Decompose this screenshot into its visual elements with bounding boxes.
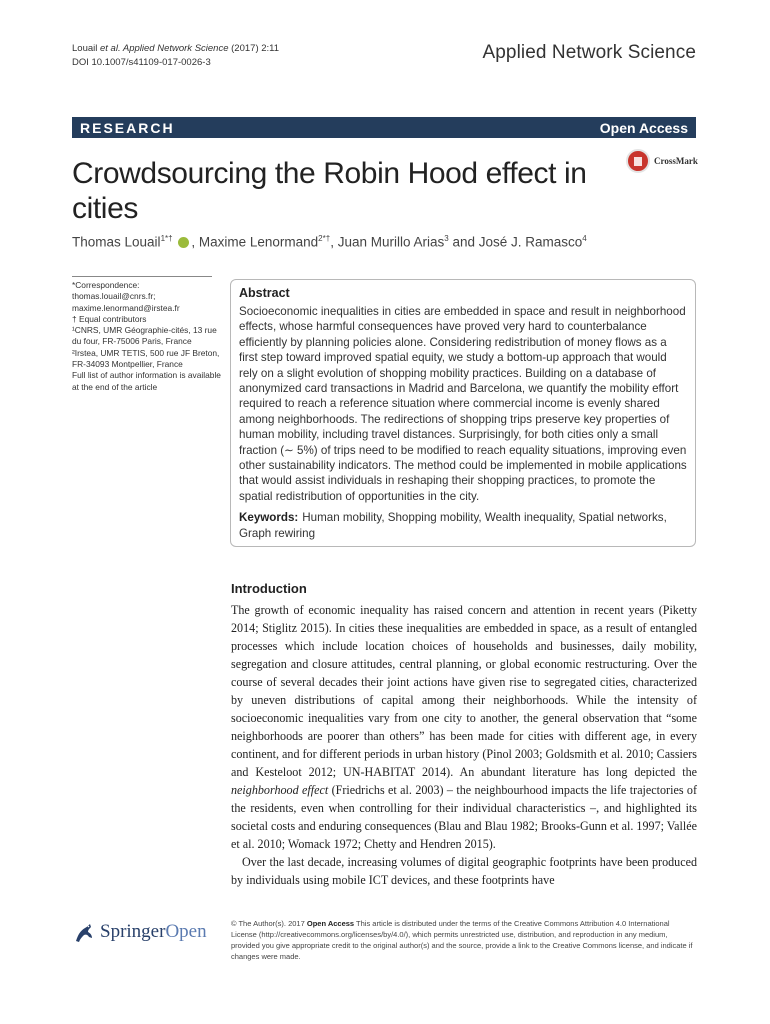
paragraph: Over the last decade, increasing volumes of digital geographic footprints have been produced by individuals using mobile ICT devices, and these footprints have xyxy=(231,855,697,887)
article-title: Crowdsourcing the Robin Hood effect in cities xyxy=(72,157,587,225)
article-type-label: RESEARCH xyxy=(80,120,175,136)
citation-journal: et al. Applied Network Science xyxy=(100,43,229,54)
springer-horse-icon xyxy=(72,921,96,945)
paragraph-text: The growth of economic inequality has raised concern and attention in recent years (Piketty 2014; Stiglitz 2015). In cities these inequalities are embedded in space, as a result of entangled processes which include location choices of households and businesses, daily mobility, segregation and closure attitudes, central planning, or global economic restructuring. Over the course of several decades their joint actions have given rise to segregated cities, characterized by uneven distributions of capital among their neighborhoods. While the intensity of socioeconomic inequalities vary from one city to another, the general observation that “some neighborhoods are poorer than others” has been made for cities with different age, in every continent, and for different periods in urban history (Pinol 2003; Goldsmith et al. 2010; Cassiers and Kesteloot 2012; UN-HABITAT 2014). An abundant literature has long depicted the xyxy=(231,603,697,779)
full-author-info-note: Full list of author information is available at the end of the article xyxy=(72,370,221,392)
equal-contributors-note: † Equal contributors xyxy=(72,313,147,324)
notes-divider xyxy=(72,276,212,277)
author-affiliation-mark: 1*† xyxy=(160,234,173,243)
license-open-access: Open Access xyxy=(306,919,355,928)
author-separator: and xyxy=(448,234,479,250)
keywords-label: Keywords: xyxy=(239,511,299,525)
author-affiliation-mark: 2*† xyxy=(318,234,331,243)
abstract-box xyxy=(230,279,696,547)
journal-name: Applied Network Science xyxy=(482,42,696,63)
author-name[interactable]: Juan Murillo Arias xyxy=(337,234,445,250)
paragraph-text: (Friedrichs et al. 2003) – the neighbourhood impacts the life trajectories of the residents, even when controlling for their individual characteristics –, and highlighted its societal costs and enduring consequences (Blau and Blau 1982; Brooks-Gunn et al. 1997; Vallée et al. 2010; Womack 1972; Chetty and Hendren 2015). xyxy=(231,783,697,851)
author-name[interactable]: José J. Ramasco xyxy=(478,234,583,250)
introduction-body xyxy=(231,601,697,889)
abstract-text: Socioeconomic inequalities in cities are embedded in space and result in neighborhood effects, whose harmful consequences have proved very hard to counterbalance efficiently by planning policies alone. Considering redistribution of money flows as a first step toward improved spatial equity, we study a bottom-up approach that would rely on a slight evolution of shopping mobility practices. Building on a database of anonymized card transactions in Madrid and Barcelona, we quantify the mobility effort required to reach a reference situation where commercial income is evenly shared among neighborhoods. The redirections of shopping trips preserve key properties of human mobility, including travel distances. Surprisingly, for both cities only a small fraction (∼ 5%) of trips need to be modified to reach equality situations, improving even other sustainability indicators. The method could be implemented in mobile applications that would assist individuals in reshaping their shopping practices, to promote the spatial redistribution of opportunities in the city. xyxy=(239,305,687,503)
section-heading-introduction: Introduction xyxy=(231,581,307,596)
keywords xyxy=(239,510,687,541)
author-separator: , xyxy=(191,234,199,250)
abstract-heading: Abstract xyxy=(239,286,290,300)
copyright: © The Author(s). 2017 xyxy=(231,919,307,928)
email-link[interactable]: maxime.lenormand@irstea.fr xyxy=(72,302,180,313)
paragraph xyxy=(231,601,697,853)
email-link[interactable]: thomas.louail@cnrs.fr; xyxy=(72,291,156,302)
springer-open-logo xyxy=(72,919,222,947)
doi-link[interactable]: DOI 10.1007/s41109-017-0026-3 xyxy=(72,57,211,68)
author-name[interactable]: Maxime Lenormand xyxy=(198,234,319,250)
author-separator: , xyxy=(330,234,338,250)
license-text xyxy=(231,918,697,962)
citation-line xyxy=(72,42,279,56)
author-affiliation-mark: 3 xyxy=(444,234,449,243)
emphasis-term: neighborhood effect xyxy=(231,783,329,797)
author-list xyxy=(72,234,587,250)
keywords-list: Human mobility, Shopping mobility, Wealth inequality, Spatial networks, Graph rewiring xyxy=(239,511,667,540)
author-affiliation-mark: 4 xyxy=(582,234,587,243)
open-access-label: Open Access xyxy=(599,120,688,136)
citation-block xyxy=(72,42,279,70)
crossmark-label: CrossMark xyxy=(654,156,698,166)
author-name[interactable]: Thomas Louail xyxy=(72,234,161,250)
affiliation-2: ²Irstea, UMR TETIS, 500 rue JF Breton, FR-34093 Montpellier, France xyxy=(72,347,220,370)
citation-authors: Louail xyxy=(72,43,98,54)
crossmark-icon xyxy=(626,149,650,173)
license-body: This article is distributed under the terms of the Creative Commons Attribution 4.0 International License (http://creativecommons.org/licenses/by/4.0/), which permits unrestricted use, distribution, and reproduction in any medium, provided you give appropriate credit to the original author(s) and the source, provide a link to the Creative Commons license, and indicate if changes were made. xyxy=(231,919,693,961)
correspondence-label: *Correspondence: xyxy=(72,280,140,290)
citation-year: (2017) 2:11 xyxy=(231,43,280,54)
orcid-icon[interactable] xyxy=(178,237,189,248)
crossmark-button[interactable] xyxy=(626,148,706,178)
springer-open-wordmark xyxy=(100,921,207,943)
author-notes xyxy=(72,280,222,393)
springer-word: Springer xyxy=(100,921,166,942)
affiliation-1: ¹CNRS, UMR Géographie-cités, 13 rue du four, FR-75006 Paris, France xyxy=(72,325,217,347)
open-word: Open xyxy=(165,921,207,942)
